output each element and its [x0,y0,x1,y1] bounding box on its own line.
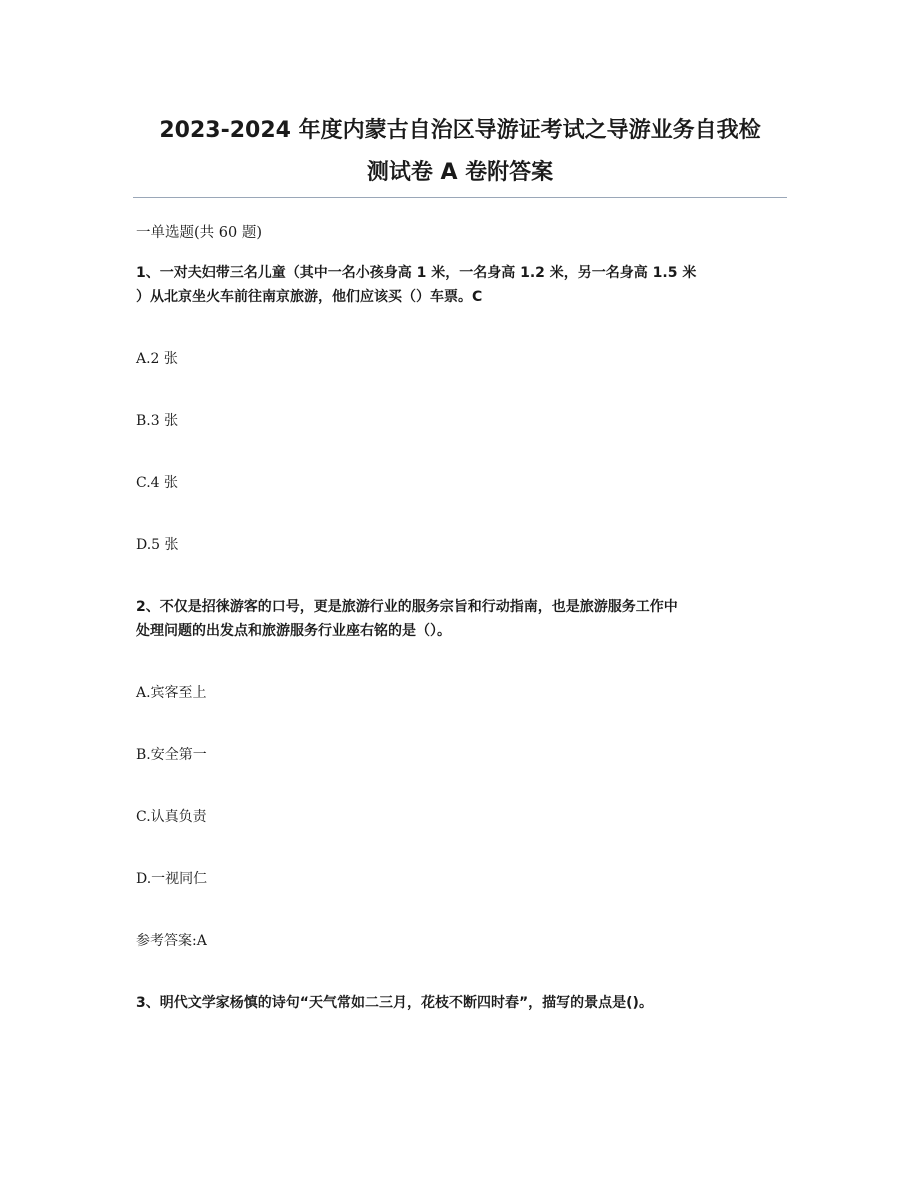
document-title-line-2: 测试卷 A 卷附答案 [366,160,554,185]
question-3-line-1: 3、明代文学家杨慎的诗句“天气常如二三月，花枝不断四时春”，描写的景点是()。 [136,995,653,1011]
question-1-option-a: A.2 张 [136,351,178,367]
question-2-line-1: 2、不仅是招徕游客的口号，更是旅游行业的服务宗旨和行动指南，也是旅游服务工作中 [136,599,678,615]
question-1-option-c: C.4 张 [136,475,179,491]
section-heading: 一单选题(共 60 题) [136,225,262,241]
question-2-answer: 参考答案:A [136,933,207,949]
question-2-option-a: A.宾客至上 [136,685,207,701]
question-1-line-2: ）从北京坐火车前往南京旅游，他们应该买（）车票。C [136,289,483,305]
question-2-option-b: B.安全第一 [136,747,207,763]
question-1-option-b: B.3 张 [136,413,179,429]
document-title-line-1: 2023-2024 年度内蒙古自治区导游证考试之导游业务自我检 [159,118,761,143]
question-2-option-d: D.一视同仁 [136,871,208,887]
question-2-option-c: C.认真负责 [136,809,207,825]
question-2-line-2: 处理问题的出发点和旅游服务行业座右铭的是（）。 [136,623,451,639]
question-1-line-1: 1、一对夫妇带三名儿童（其中一名小孩身高 1 米，一名身高 1.2 米，另一名身高 1.5 米 [136,265,697,281]
title-divider [133,197,787,198]
question-1-option-d: D.5 张 [136,537,179,553]
